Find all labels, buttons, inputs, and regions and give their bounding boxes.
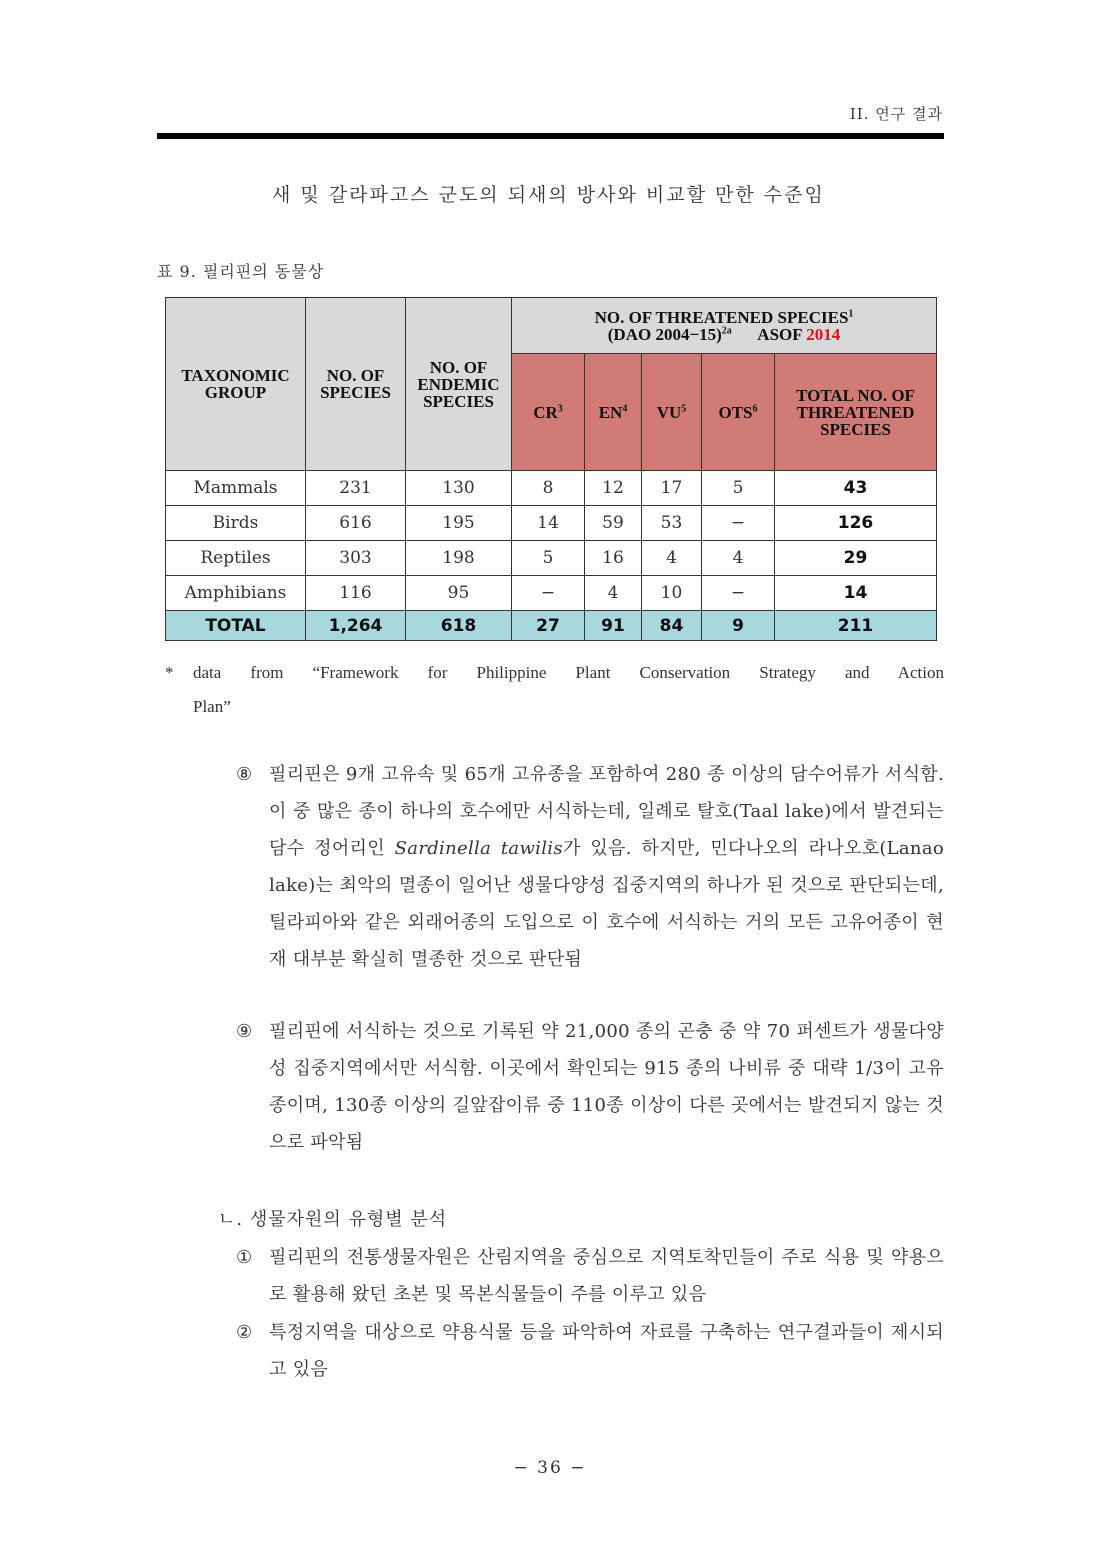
cell-ots: −: [702, 576, 775, 611]
header-no-species: NO. OF SPECIES: [306, 298, 406, 471]
page-number: − 36 −: [513, 1458, 587, 1478]
cell-endemic: 130: [406, 471, 512, 506]
asof-label: ASOF: [757, 324, 803, 344]
cell-en: 59: [585, 506, 642, 541]
paragraph-item-2: [236, 1314, 944, 1388]
cell-total: 14: [775, 576, 937, 611]
cell-ots: 4: [702, 541, 775, 576]
cell-vu: 4: [642, 541, 702, 576]
cell-species: 231: [306, 471, 406, 506]
cell-cr: 14: [512, 506, 585, 541]
cell-total: 126: [775, 506, 937, 541]
section-heading: ㄴ. 생물자원의 유형별 분석: [218, 1209, 448, 1230]
cell-cr: 27: [512, 611, 585, 641]
cell-endemic: 95: [406, 576, 512, 611]
cell-en: 4: [585, 576, 642, 611]
cell-vu: 53: [642, 506, 702, 541]
species-name: Sardinella tawilis: [394, 838, 563, 859]
cell-endemic: 195: [406, 506, 512, 541]
cell-endemic: 198: [406, 541, 512, 576]
item-number: ②: [236, 1322, 253, 1343]
header-endemic: NO. OF ENDEMIC SPECIES: [406, 298, 512, 471]
table-caption: 표 9. 필리핀의 동물상: [157, 262, 325, 281]
lead-line: 새 및 갈라파고스 군도의 되새의 방사와 비교할 만한 수준임: [272, 184, 825, 206]
cell-en: 12: [585, 471, 642, 506]
item-number: ⑧: [236, 764, 253, 785]
cell-cr: 5: [512, 541, 585, 576]
dao-sup: 2a: [721, 324, 732, 336]
header-taxonomic-group: TAXONOMIC GROUP: [166, 298, 306, 471]
cell-cr: 8: [512, 471, 585, 506]
header-rule: [157, 133, 944, 139]
cell-group: Birds: [166, 506, 306, 541]
cell-en: 91: [585, 611, 642, 641]
cell-ots: 5: [702, 471, 775, 506]
table-row: [166, 471, 937, 506]
cell-group: Amphibians: [166, 576, 306, 611]
item-body: 필리핀의 전통생물자원은 산림지역을 중심으로 지역토착민들이 주로 식용 및 약용으로 활용해 왔던 초본 및 목본식물들이 주를 이루고 있음: [269, 1247, 944, 1305]
cell-total: 29: [775, 541, 937, 576]
footnote-line-1: data from “Framework for Philippine Plant Conservation Strategy and Action: [193, 663, 944, 682]
item-body: 특정지역을 대상으로 약용식물 등을 파악하여 자료를 구축하는 연구결과들이 제시되고 있음: [269, 1322, 944, 1380]
cell-ots: −: [702, 506, 775, 541]
cell-species: 303: [306, 541, 406, 576]
cell-en: 16: [585, 541, 642, 576]
cell-endemic: 618: [406, 611, 512, 641]
threatened-sup: 1: [848, 307, 854, 319]
cell-group: TOTAL: [166, 611, 306, 641]
cell-species: 1,264: [306, 611, 406, 641]
header-ots: OTS$^6$: [702, 354, 775, 471]
asof-year: 2014: [806, 324, 841, 344]
cell-species: 616: [306, 506, 406, 541]
header-vu: $VU^5$: [642, 354, 702, 471]
fauna-table: [165, 297, 937, 641]
table-row: [166, 506, 937, 541]
dao-label: (DAO 2004−15): [607, 324, 722, 344]
item-body: 필리핀은 9개 고유속 및 65개 고유종을 포함하여 280 종 이상의 담수어류가 서식함. 이 중 많은 종이 하나의 호수에만 서식하는데, 일례로 탈호(Taal lake)에서 발견되는 담수 정어리인 Sardinella tawilis가 있음. 하지만, 민다나오의 라나오호(Lanao lake)는 최악의 멸종이 일어난 생물다양성 집중지역의 하나가 된 것으로 판단되는데, 틸라피아와 같은 외래어종의 도입으로 이 호수에 서식하는 거의 모든 고유어종이 현재 대부분 확실히 멸종한 것으로 판단됨: [269, 764, 944, 970]
cell-total: 43: [775, 471, 937, 506]
cell-ots: 9: [702, 611, 775, 641]
item-body: 필리핀에 서식하는 것으로 기록된 약 21,000 종의 곤충 중 약 70 퍼센트가 생물다양성 집중지역에서만 서식함. 이곳에서 확인되는 915 종의 나비류 중 대략 1/3이 고유종이며, 130종 이상의 길앞잡이류 중 110종 이상이 다른 곳에서는 발견되지 않는 것으로 파악됨: [269, 1021, 944, 1153]
paragraph-item-9: [236, 1013, 944, 1161]
table-total-row: [166, 611, 937, 641]
footnote-mark: *: [165, 663, 174, 682]
cell-species: 116: [306, 576, 406, 611]
table-row: [166, 576, 937, 611]
header-cr: $CR^3$: [512, 354, 585, 471]
table-row: [166, 541, 937, 576]
running-header: II. 연구 결과: [849, 105, 943, 123]
cell-vu: 10: [642, 576, 702, 611]
threatened-title: NO. OF THREATENED SPECIES: [594, 307, 849, 327]
item-number: ⑨: [236, 1021, 253, 1042]
cell-total: 211: [775, 611, 937, 641]
cell-group: Mammals: [166, 471, 306, 506]
cell-group: Reptiles: [166, 541, 306, 576]
header-total-threatened: TOTAL NO. OF THREATENED SPECIES: [775, 354, 937, 471]
item-number: ①: [236, 1247, 253, 1268]
footnote-line-2: Plan”: [193, 697, 231, 716]
header-en: $EN^4$: [585, 354, 642, 471]
paragraph-item-8: [236, 756, 944, 978]
cell-vu: 17: [642, 471, 702, 506]
table-footnote: [165, 656, 944, 724]
cell-vu: 84: [642, 611, 702, 641]
header-threatened: [512, 298, 937, 354]
cell-cr: −: [512, 576, 585, 611]
paragraph-item-1: [236, 1239, 944, 1313]
